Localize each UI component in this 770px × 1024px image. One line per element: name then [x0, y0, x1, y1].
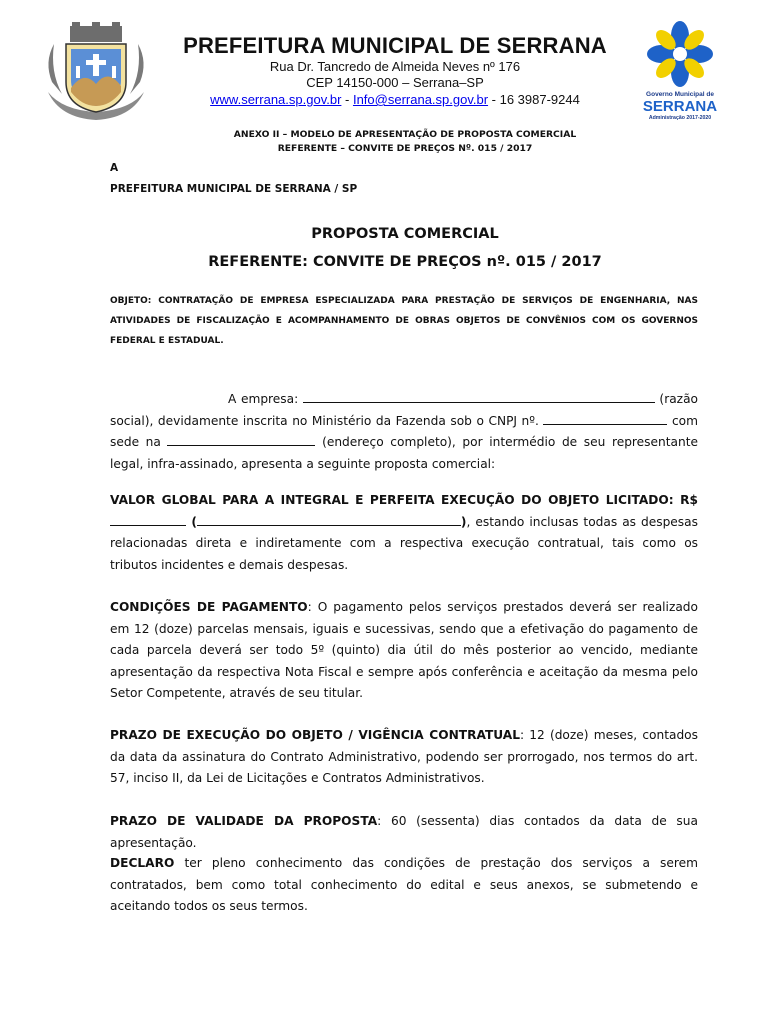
- logo-line3: Administração 2017-2020: [648, 115, 712, 121]
- company-text-b: (razão social), devidamente inscrita no Ministério da Fazenda sob o CNPJ nº.: [110, 392, 698, 428]
- object-description: OBJETO: CONTRATAÇÃO DE EMPRESA ESPECIALIZADA PARA PRESTAÇÃO DE SERVIÇOS DE ENGENHARIA, NAS ATIVIDADES DE FISCALIZAÇÃO E ACOMPANHAMENTO DE OBRAS OBJETOS DE CONVÊNIOS COM OS GOVERNOS FEDERAL E ESTADUAL.: [110, 296, 698, 346]
- value-number-blank[interactable]: [110, 513, 186, 526]
- municipal-government-logo-icon: [636, 18, 724, 122]
- email-link[interactable]: Info@serrana.sp.gov.br: [352, 92, 489, 107]
- company-paragraph: [110, 389, 698, 475]
- execution-term-paragraph: [110, 725, 698, 790]
- addressee-line1: A: [110, 162, 119, 174]
- validity-term-paragraph: [110, 811, 698, 854]
- letterhead-contacts: [160, 91, 630, 108]
- declaration-label: DECLARO: [110, 856, 175, 870]
- proposal-heading: [110, 220, 700, 276]
- letterhead-address-line1: Rua Dr. Tancredo de Almeida Neves nº 176: [269, 59, 521, 74]
- company-text-a: A empresa:: [228, 392, 303, 406]
- declaration-paragraph: [110, 853, 698, 918]
- cnpj-blank[interactable]: [543, 412, 667, 425]
- proposal-title: PROPOSTA COMERCIAL: [311, 226, 499, 242]
- address-blank[interactable]: [167, 433, 315, 446]
- addressee: [110, 158, 357, 200]
- logo-line1: Governo Municipal de: [646, 91, 714, 98]
- annex-heading: [110, 128, 700, 156]
- value-open-paren: (: [186, 514, 197, 529]
- proposal-subtitle: REFERENTE: CONVITE DE PREÇOS nº. 015 / 2017: [208, 254, 602, 270]
- validity-term-text: : 60 (sessenta) dias contados da data de sua apresentação.: [110, 814, 698, 850]
- phone-number: - 16 3987-9244: [488, 92, 580, 107]
- payment-conditions-paragraph: [110, 597, 698, 705]
- global-value-paragraph: [110, 490, 698, 576]
- logo-line2: SERRANA: [642, 98, 718, 115]
- validity-term-label: PRAZO DE VALIDADE DA PROPOSTA: [110, 814, 378, 828]
- execution-term-label: PRAZO DE EXECUÇÃO DO OBJETO / VIGÊNCIA CONTRATUAL: [110, 728, 520, 742]
- declaration-text: ter pleno conhecimento das condições de prestação dos serviços a serem contratados, bem como total conhecimento do edital e seus anexos, se submetendo e aceitando todos os seus termos.: [110, 856, 698, 913]
- annex-line2: REFERENTE – CONVITE DE PREÇOS Nº. 015 / 2017: [277, 143, 533, 154]
- company-text-c: com sede na: [110, 413, 698, 449]
- website-link[interactable]: www.serrana.sp.gov.br: [210, 92, 342, 107]
- annex-line1: ANEXO II – MODELO DE APRESENTAÇÃO DE PROPOSTA COMERCIAL: [233, 129, 577, 140]
- contact-separator: -: [341, 92, 353, 107]
- company-text-d: (endereço completo), por intermédio de seu representante legal, infra-assinado, apresenta a seguinte proposta comercial:: [110, 435, 698, 471]
- letterhead-address-line2: CEP 14150-000 – Serrana–SP: [306, 75, 484, 90]
- letterhead: [160, 33, 630, 108]
- letterhead-title: PREFEITURA MUNICIPAL DE SERRANA: [183, 33, 607, 58]
- addressee-line2: PREFEITURA MUNICIPAL DE SERRANA / SP: [110, 183, 358, 195]
- global-value-label: VALOR GLOBAL PARA A INTEGRAL E PERFEITA EXECUÇÃO DO OBJETO LICITADO: R$: [110, 493, 698, 507]
- global-value-text: , estando inclusas todas as despesas relacionadas direta e indiretamente com a respectiva execução contratual, tais como os tributos incidentes e demais despesas.: [110, 514, 698, 572]
- company-name-blank[interactable]: [303, 390, 655, 403]
- city-coat-of-arms-icon: [40, 22, 152, 124]
- payment-text: : O pagamento pelos serviços prestados deverá ser realizado em 12 (doze) parcelas mensais, iguais e sucessivas, sendo que a efetivação do pagamento de cada parcela deverá ser todo 5º (quinto) dia útil do mês posterior ao vencido, mediante apresentação da respectiva Nota Fiscal e sempre após conferência e aceitação da mesma pelo Setor Competente, através de seu titular.: [110, 600, 699, 700]
- payment-label: CONDIÇÕES DE PAGAMENTO: [110, 600, 308, 614]
- value-close-paren: ): [460, 514, 467, 529]
- value-words-blank[interactable]: [197, 513, 461, 526]
- execution-term-text: : 12 (doze) meses, contados da data da assinatura do Contrato Administrativo, podendo ser prorrogado, nos termos do art. 57, inciso II, da Lei de Licitações e Contratos Administrativos.: [110, 728, 698, 785]
